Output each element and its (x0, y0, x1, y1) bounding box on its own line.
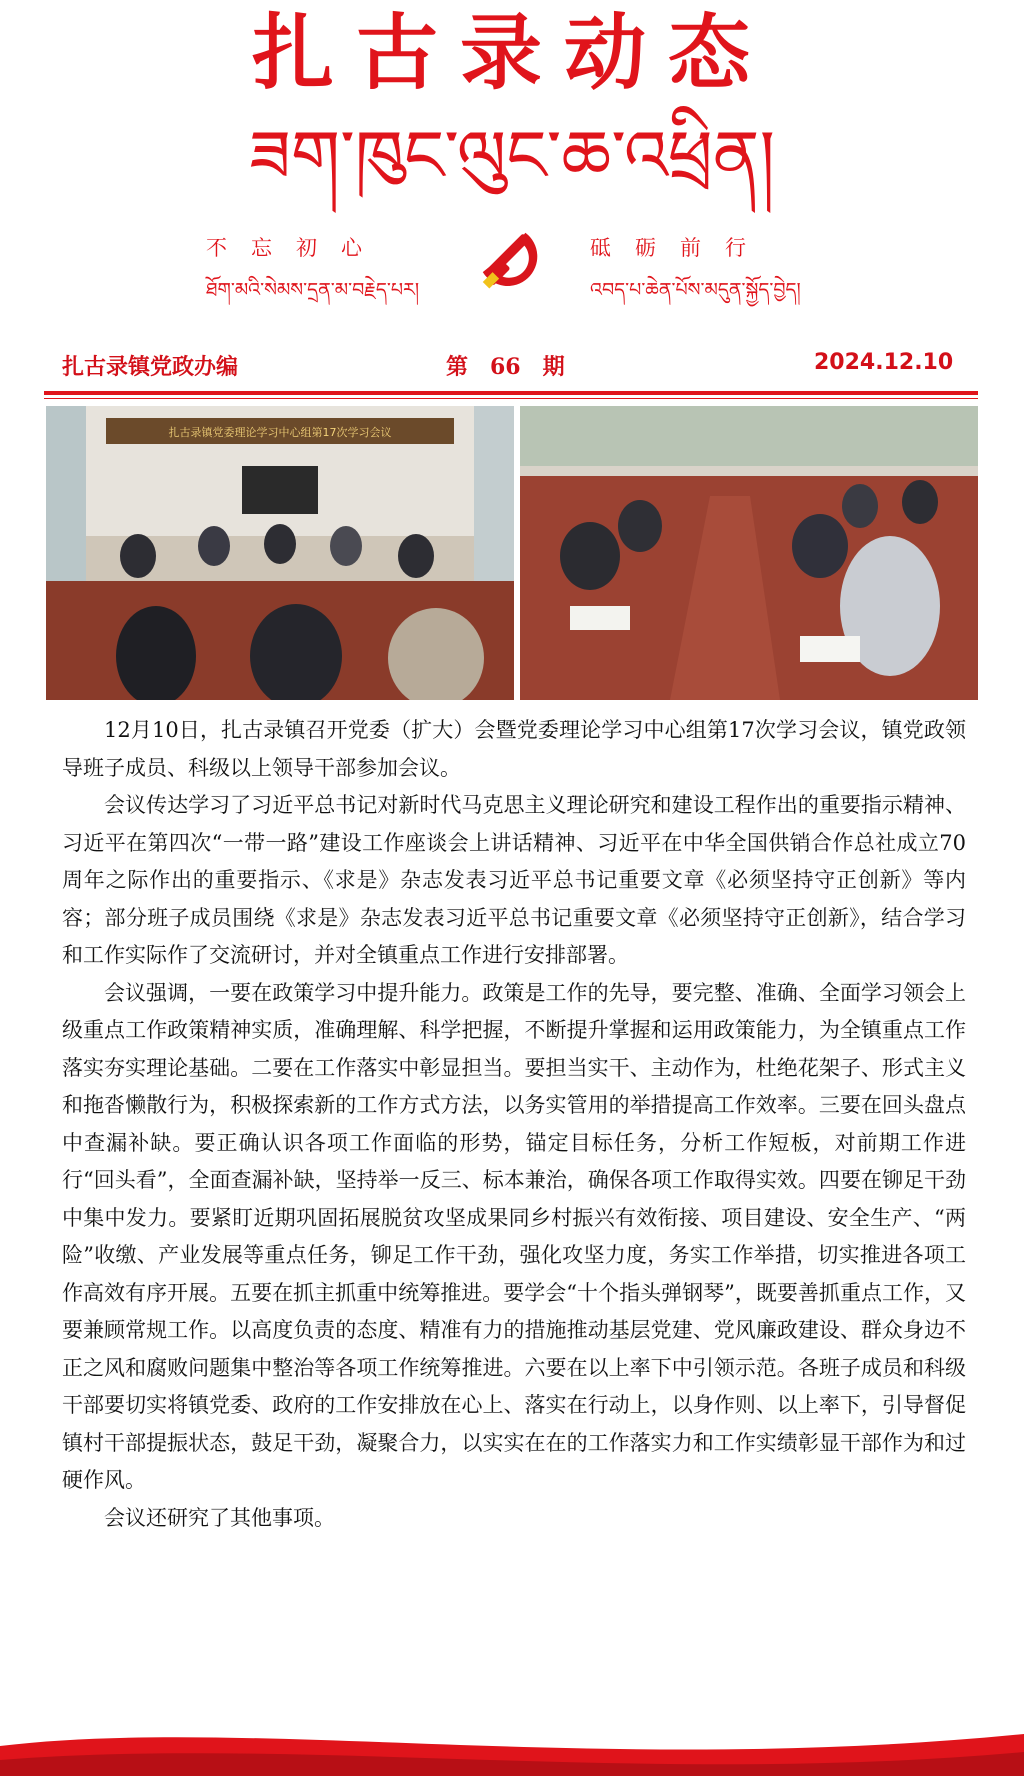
article-paragraph-4: 会议还研究了其他事项。 (104, 1505, 335, 1530)
slogan-left: 不忘初心 (206, 236, 386, 260)
header-divider-thin (44, 398, 978, 399)
slogan-right: 砥砺前行 (590, 236, 770, 260)
meeting-banner: 扎古录镇党委理论学习中心组第17次学习会议 (168, 426, 392, 439)
header-divider (44, 391, 978, 395)
footer-decoration (0, 1716, 1024, 1776)
article-paragraph-3: 会议强调，一要在政策学习中提升能力。政策是工作的先导，要完整、准确、全面学习领会上级重点工作政策精神实质，准确理解、科学把握，不断提升掌握和运用政策能力，为全镇重点工作落实夯实理论基础。二要在工作落实中彰显担当。要担当实干、主动作为，杜绝花架子、形式主义和拖沓懒散行为，积极探索新的工作方式方法，以务实管用的举措提高工作效率。三要在回头盘点中查漏补缺。要正确认识各项工作面临的形势，锚定目标任务，分析工作短板，对前期工作进行“回头看”，全面查漏补缺，坚持举一反三、标本兼治，确保各项工作取得实效。四要在铆足干劲中集中发力。要紧盯近期巩固拓展脱贫攻坚成果同乡村振兴有效衔接、项目建设、安全生产、“两险”收缴、产业发展等重点任务，铆足工作干劲，强化攻坚力度，务实工作举措，切实推进各项工作高效有序开展。五要在抓主抓重中统筹推进。要学会“十个指头弹钢琴”，既要善抓重点工作，又要兼顾常规工作。以高度负责的态度、精准有力的措施推动基层党建、党风廉政建设、群众身边不正之风和腐败问题集中整治等各项工作统筹推进。六要在以上率下中引领示范。各班子成员和科级干部要切实将镇党委、政府的工作安排放在心上、落实在行动上，以身作则、以上率下，引导督促镇村干部提振状态，鼓足干劲，凝聚合力，以实实在在的工作落实力和工作实绩彰显干部作为和过硬作风。 (62, 980, 966, 1492)
meeting-photo-left (46, 406, 514, 700)
article-body (62, 712, 966, 1537)
masthead-tibetan-title: ཟག་ཁུང་ལུང་ཆ་འཕྲིན། (248, 115, 776, 197)
issue-number: 第 66 期 (446, 354, 565, 380)
slogan-right-tibetan: འབད་པ་ཆེན་པོས་མདུན་སྐྱོད་བྱེད། (590, 279, 801, 301)
hammer-and-sickle-icon (468, 218, 550, 300)
issue-editor: 扎古录镇党政办编 (62, 354, 239, 380)
article-paragraph-1: 12月10日，扎古录镇召开党委（扩大）会暨党委理论学习中心组第17次学习会议，镇党政领导班子成员、科级以上领导干部参加会议。 (62, 718, 966, 780)
article-paragraph-2: 会议传达学习了习近平总书记对新时代马克思主义理论研究和建设工程作出的重要指示精神、习近平在第四次“一带一路”建设工作座谈会上讲话精神、习近平在中华全国供销合作总社成立70周年之际作出的重要指示、《求是》杂志发表习近平总书记重要文章《必须坚持守正创新》等内容；部分班子成员围绕《求是》杂志发表习近平总书记重要文章《必须坚持守正创新》，结合学习和工作实际作了交流研讨，并对全镇重点工作进行安排部署。 (62, 793, 966, 967)
meeting-photo-right (520, 406, 978, 700)
slogan-left-tibetan: ཐོག་མའི་སེམས་དྲན་མ་བརྗེད་པར། (206, 279, 420, 301)
masthead-title: 扎古录动态 (251, 6, 772, 101)
issue-date: 2024.12.10 (814, 350, 954, 375)
